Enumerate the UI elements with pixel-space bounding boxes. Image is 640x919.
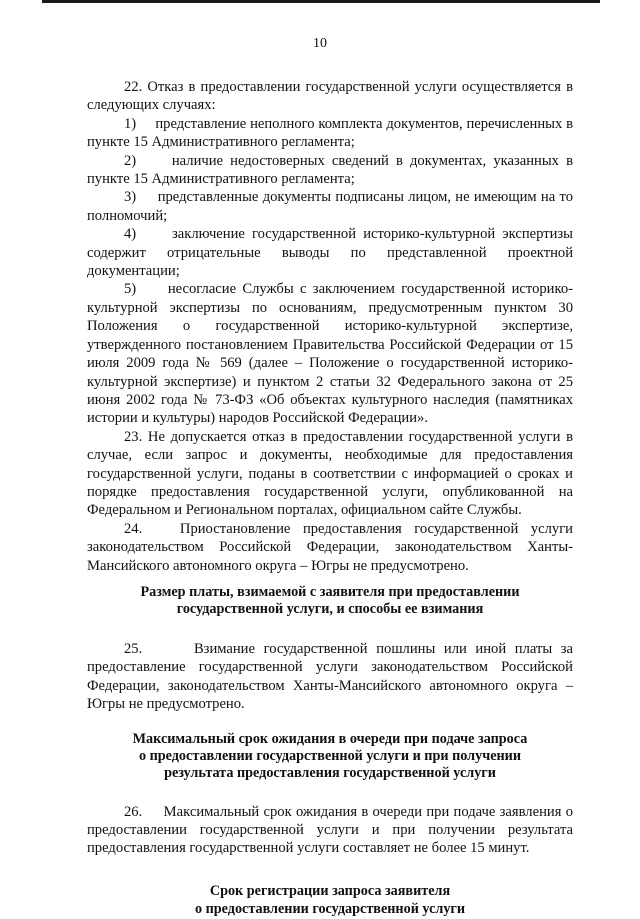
section-heading-fee [87,584,573,618]
heading-line: Срок регистрации запроса заявителя [209,882,451,899]
paragraph-24: 24. Приостановление предоставления государственной услуги законодательством Российской Федерации, законодательством Ханты-Мансийского автономного округа – Югры не предусмотрено. [87,520,573,574]
top-border-rule [42,0,600,3]
paragraph-26: 26. Максимальный срок ожидания в очереди при подаче заявления о предоставлении государственной услуги и при получении результата предоставления государственной услуги составляет не более 15 минут. [87,803,573,857]
heading-line: о предоставлении государственной услуги и при получении [138,747,522,764]
paragraph-22: 22. Отказ в предоставлении государственной услуги осуществляется в следующих случаях: [87,79,573,114]
list-item-2: 2) наличие недостоверных сведений в документах, указанных в пункте 15 Административного регламента; [87,152,573,188]
heading-line: о предоставлении государственной услуги [194,901,466,918]
list-item-5: 5) несогласие Службы с заключением государственной историко-культурной экспертизы по основаниям, предусмотренным пунктом 30 Положения о государственной историко-культурной экспертизе, утвержденного постановлением Правительства Российской Федерации от 15 июля 2009 года № 569 (далее – Положение о государственной историко-культурной экспертизе) и пунктом 2 статьи 32 Федерального закона от 25 июня 2002 года № 73-ФЗ «Об объектах культурного наследия (памятниках истории и культуры) народов Российской Федерации». [87,281,573,427]
heading-line: Максимальный срок ожидания в очереди при подаче запроса [132,730,528,747]
page-number: 10 [313,36,327,51]
list-item-3: 3) представленные документы подписаны лицом, не имеющим на то полномочий; [87,189,573,224]
heading-line: результата предоставления государственной услуги [164,764,496,781]
section-heading-registration [87,882,573,919]
heading-line: государственной услуги, и способы ее взимания [176,600,484,617]
heading-line: Размер платы, взимаемой с заявителя при предоставлении [140,583,520,600]
paragraph-23: 23. Не допускается отказ в предоставлении государственной услуги в случае, если запрос и документы, необходимые для предоставления государственной услуги, поданы в соответствии с информацией о сроках и порядке предоставления государственной услуги, опубликованной на Федеральном и Региональном порталах, официальном сайте Службы. [87,428,573,519]
section-heading-wait-time [87,731,573,782]
list-item-4: 4) заключение государственной историко-культурной экспертизы содержит отрицательные выводы по представленной проектной документации; [87,226,573,280]
list-item-1: 1) представление неполного комплекта документов, перечисленных в пункте 15 Административного регламента; [87,115,573,151]
paragraph-25: 25. Взимание государственной пошлины или иной платы за предоставление государственной услуги законодательством Российской Федерации, законодательством Ханты-Мансийского автономного округа – Югры не предусмотрено. [87,640,573,713]
document-body [87,78,573,919]
